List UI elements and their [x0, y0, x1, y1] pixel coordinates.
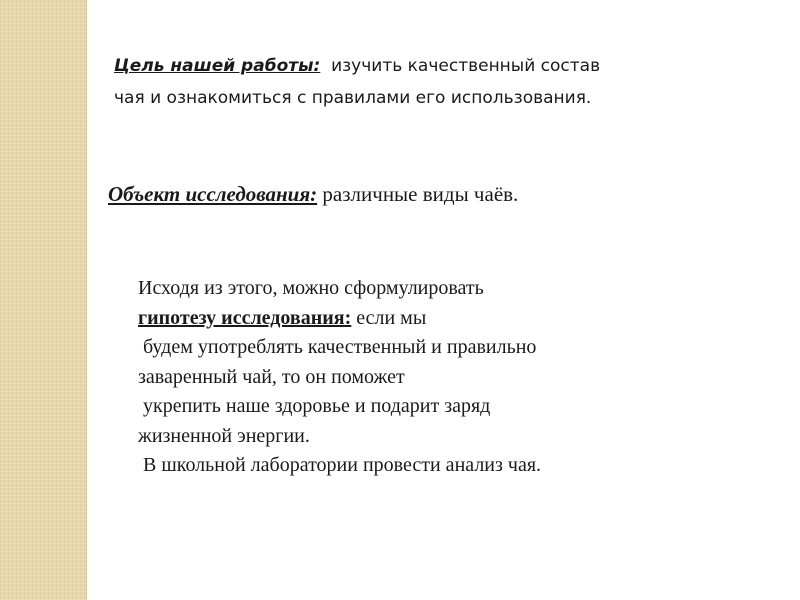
object-label: Объект исследования:: [108, 182, 318, 206]
goal-paragraph: [114, 50, 754, 114]
object-text: различные виды чаёв.: [317, 182, 519, 206]
hypothesis-line-3: будем употреблять качественный и правильно: [138, 336, 537, 358]
hypothesis-label: гипотезу исследования:: [138, 306, 352, 329]
goal-line-1: [114, 50, 754, 82]
hypothesis-line-4: заваренный чай, то он поможет: [138, 365, 405, 388]
hypothesis-paragraph: [138, 274, 738, 481]
hypothesis-line-2-text: если мы: [351, 306, 427, 329]
goal-label: Цель нашей работы:: [114, 56, 321, 76]
object-paragraph: [108, 180, 748, 208]
goal-text-1: изучить качественный состав: [320, 56, 601, 76]
decorative-side-bar: [0, 0, 87, 600]
hypothesis-line-1: Исходя из этого, можно сформулировать: [138, 277, 484, 299]
hypothesis-line-7: В школьной лаборатории провести анализ чая.: [138, 454, 542, 476]
hypothesis-line-5: укрепить наше здоровье и подарит заряд: [138, 395, 491, 417]
hypothesis-line-2: [138, 304, 738, 334]
goal-line-2: чая и ознакомиться с правилами его использования.: [114, 88, 592, 108]
hypothesis-line-6: жизненной энергии.: [138, 424, 310, 447]
